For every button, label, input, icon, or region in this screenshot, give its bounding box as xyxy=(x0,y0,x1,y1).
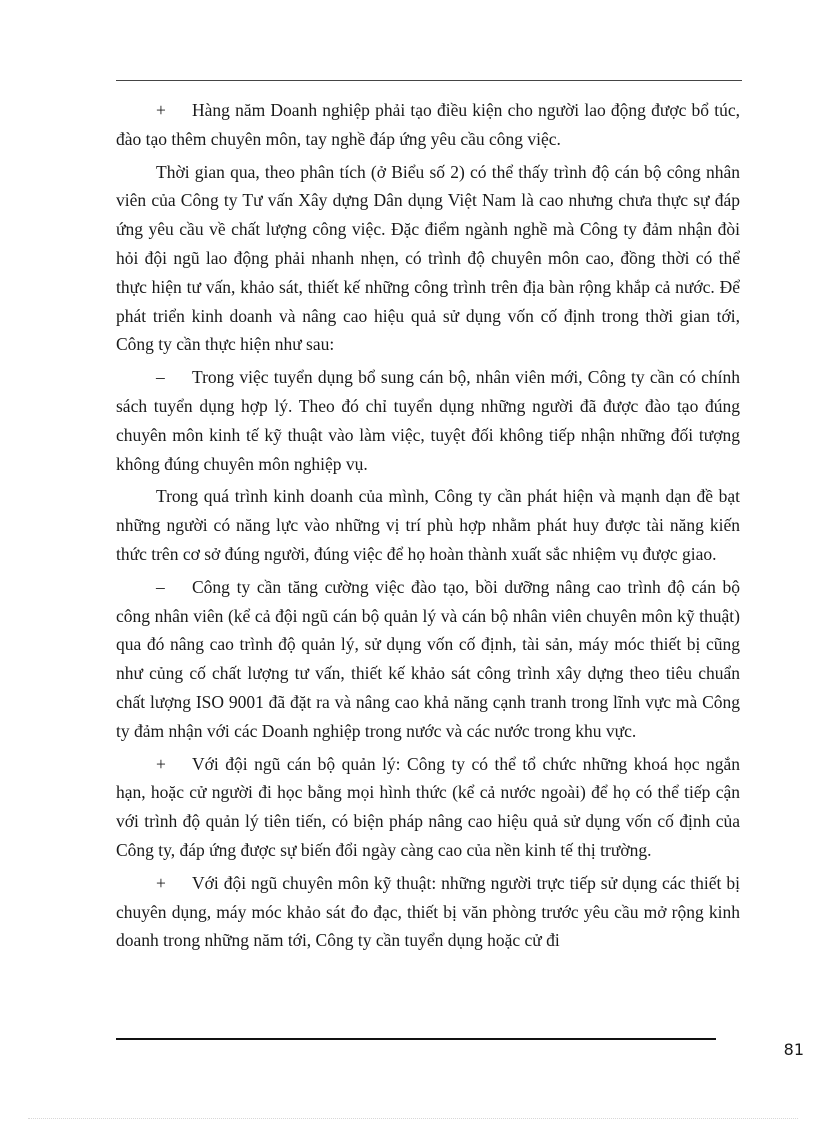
page-number: 81 xyxy=(783,1040,804,1059)
paragraph-6 xyxy=(116,750,740,865)
page-edge xyxy=(28,1118,798,1119)
paragraph-text: Trong việc tuyển dụng bổ sung cán bộ, nhân viên mới, Công ty cần có chính sách tuyển dụng hợp lý. Theo đó chỉ tuyển dụng những người đã được đào tạo đúng chuyên môn kinh tế kỹ thuật vào làm việc, tuyệt đối không tiếp nhận những đối tượng không đúng chuyên môn nghiệp vụ. xyxy=(116,367,740,474)
paragraph-3 xyxy=(116,363,740,478)
paragraph-1 xyxy=(116,96,740,154)
bullet-plus: + xyxy=(156,753,166,774)
paragraph-5 xyxy=(116,573,740,746)
paragraph-text: Với đội ngũ chuyên môn kỹ thuật: những người trực tiếp sử dụng các thiết bị chuyên dụng, máy móc khảo sát đo đạc, thiết bị văn phòng trước yêu cầu mở rộng kinh doanh trong những năm tới, Công ty cần tuyển dụng hoặc cử đi xyxy=(116,872,740,951)
bullet-plus: + xyxy=(156,100,166,120)
bullet-dash: – xyxy=(156,367,165,388)
document-body xyxy=(116,96,740,955)
header-rule xyxy=(116,80,742,81)
paragraph-7 xyxy=(116,869,740,955)
footer-rule xyxy=(116,1038,716,1040)
bullet-plus: + xyxy=(156,872,166,893)
paragraph-text: Trong quá trình kinh doanh của mình, Công ty cần phát hiện và mạnh dạn đề bạt những người có năng lực vào những vị trí phù hợp nhằm phát huy được tài năng kiến thức trên cơ sở đúng người, đúng việc để họ hoàn thành xuất sắc nhiệm vụ được giao. xyxy=(116,486,740,564)
bullet-dash: – xyxy=(156,576,165,597)
paragraph-text: Với đội ngũ cán bộ quản lý: Công ty có thể tổ chức những khoá học ngắn hạn, hoặc cử người đi học bằng mọi hình thức (kể cả nước ngoài) để họ có thể tiếp cận với trình độ quản lý tiên tiến, có biện pháp nâng cao hiệu quả sử dụng vốn cố định của Công ty, đáp ứng được sự biến đổi ngày càng cao của nền kinh tế thị trường. xyxy=(116,753,740,860)
paragraph-text: Hàng năm Doanh nghiệp phải tạo điều kiện cho người lao động được bổ túc, đào tạo thêm chuyên môn, tay nghề đáp ứng yêu cầu công việc. xyxy=(116,100,740,149)
paragraph-text: Thời gian qua, theo phân tích (ở Biểu số 2) có thể thấy trình độ cán bộ công nhân viên của Công ty Tư vấn Xây dựng Dân dụng Việt Nam là cao nhưng chưa thực sự đáp ứng yêu cầu về chất lượng công việc. Đặc điểm ngành nghề mà Công ty đảm nhận đòi hỏi đội ngũ lao động phải nhanh nhẹn, có trình độ chuyên môn cao, đồng thời có thể thực hiện tư vấn, khảo sát, thiết kế những công trình trên địa bàn rộng khắp cả nước. Để phát triển kinh doanh và nâng cao hiệu quả sử dụng vốn cố định trong thời gian tới, Công ty cần thực hiện như sau: xyxy=(116,161,740,355)
paragraph-4 xyxy=(116,482,740,568)
paragraph-2 xyxy=(116,158,740,360)
paragraph-text: Công ty cần tăng cường việc đào tạo, bồi dưỡng nâng cao trình độ cán bộ công nhân viên (kể cả đội ngũ cán bộ quản lý và cán bộ nhân viên chuyên môn kỹ thuật) qua đó nâng cao trình độ quản lý, sử dụng vốn cố định, tài sản, máy móc thiết bị cũng như củng cố chất lượng tư vấn, thiết kế khảo sát công trình xây dựng theo tiêu chuẩn chất lượng ISO 9001 đã đặt ra và nâng cao khả năng cạnh tranh trong lĩnh vực mà Công ty đảm nhận với các Doanh nghiệp trong nước và các nước trong khu vực. xyxy=(116,576,740,741)
